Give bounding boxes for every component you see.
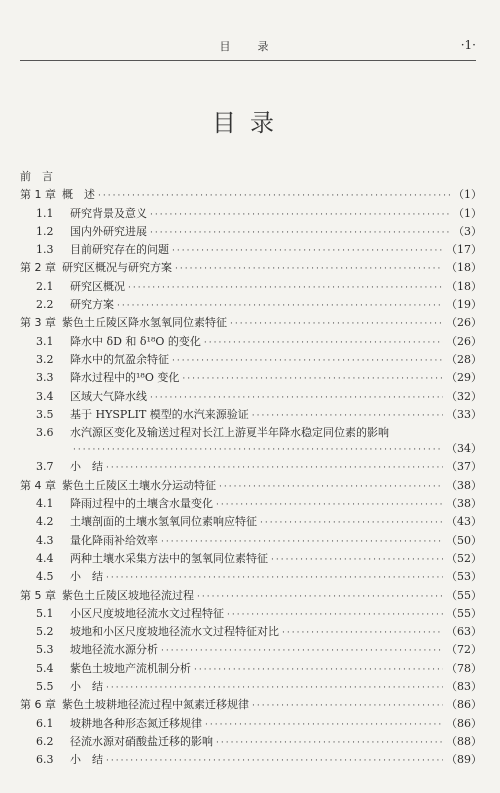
toc-entry-number: 4.3	[36, 533, 54, 547]
toc-section-entry[interactable]	[20, 278, 482, 296]
toc-entry-number: 4.2	[36, 515, 54, 529]
toc-entry-title: 降水中 δD 和 δ¹⁸O 的变化	[70, 334, 201, 348]
header-rule	[20, 60, 476, 61]
toc-section-entry[interactable]	[20, 333, 482, 351]
toc-leader-dots	[98, 187, 450, 205]
toc-entry-number: 5.5	[36, 680, 54, 694]
toc-entry-number: 1.1	[36, 206, 54, 220]
toc-entry-title: 紫色土坡地产流机制分析	[70, 661, 191, 675]
toc-leader-dots	[106, 752, 443, 770]
toc-leader-dots	[260, 514, 443, 532]
toc-entry-title: 坡耕地各种形态氮迁移规律	[70, 716, 202, 730]
toc-entry-number: 6.1	[36, 716, 54, 730]
toc-entry-number: 5.4	[36, 661, 54, 675]
toc-section-entry[interactable]	[20, 605, 482, 623]
toc-leader-dots	[194, 661, 443, 679]
toc-entry-title: 研究区概况	[70, 279, 125, 293]
toc-entry-number: 5.1	[36, 606, 54, 620]
toc-leader-dots	[216, 496, 443, 514]
toc-entry-page: （52）	[446, 551, 482, 565]
toc-entry-number: 3.6	[36, 426, 54, 440]
toc-entry-title: 小 结	[70, 570, 103, 584]
toc-section-entry[interactable]	[20, 733, 482, 751]
toc-entry-page: （3）	[453, 224, 482, 238]
toc-entry-number: 3.2	[36, 352, 54, 366]
toc-section-entry[interactable]	[20, 660, 482, 678]
toc-entry-title: 概 述	[62, 188, 95, 202]
toc-entry-page: （29）	[446, 371, 482, 385]
toc-leader-dots	[172, 352, 443, 370]
toc-entry-number: 6.3	[36, 753, 54, 767]
toc-entry-number: 3.3	[36, 371, 54, 385]
toc-chapter-entry[interactable]	[20, 587, 482, 605]
toc-leader-dots	[150, 224, 450, 242]
toc-entry-title: 紫色土丘陵区降水氢氧同位素特征	[62, 316, 227, 330]
toc-entry-page: （83）	[446, 680, 482, 694]
toc-entry-number: 第 3 章	[20, 316, 56, 330]
toc-entry-title: 小 结	[70, 753, 103, 767]
toc-section-entry[interactable]	[20, 296, 482, 314]
toc-entry-page: （19）	[446, 298, 482, 312]
toc-entry-page: （86）	[446, 698, 482, 712]
toc-entry-number: 4.5	[36, 570, 54, 584]
toc-entry-number: 3.1	[36, 334, 54, 348]
toc-entry-title: 紫色土丘陵区土壤水分运动特征	[62, 478, 216, 492]
toc-entry-page: （78）	[446, 661, 482, 675]
toc-section-entry[interactable]	[20, 678, 482, 696]
toc-entry-number: 3.4	[36, 389, 54, 403]
toc-entry-title: 研究背景及意义	[70, 206, 147, 220]
toc-leader-dots	[172, 242, 443, 260]
toc-entry-title: 量化降雨补给效率	[70, 533, 158, 547]
toc-entry-title: 径流水源对硝酸盐迁移的影响	[70, 734, 213, 748]
toc-entry-page: （37）	[446, 460, 482, 474]
toc-leader-dots	[252, 407, 443, 425]
toc-entry-page: （86）	[446, 716, 482, 730]
toc-entry-page: （28）	[446, 352, 482, 366]
toc-leader-dots	[117, 297, 443, 315]
toc-entry-number: 4.4	[36, 551, 54, 565]
toc-entry-page: （53）	[446, 570, 482, 584]
toc-entry-page: （50）	[446, 533, 482, 547]
toc-entry-number: 3.7	[36, 460, 54, 474]
toc-chapter-entry[interactable]	[20, 314, 482, 332]
toc-leader-dots	[182, 370, 443, 388]
toc-entry-title: 坡地和小区尺度坡地径流水文过程特征对比	[70, 625, 279, 639]
toc-entry-title: 紫色土坡耕地径流过程中氮素迁移规律	[62, 698, 249, 712]
toc-leader-dots	[106, 459, 443, 477]
toc-entry-page: （18）	[446, 279, 482, 293]
toc-section-entry-continued[interactable]	[20, 440, 482, 458]
toc-leader-dots	[219, 478, 443, 496]
toc-leader-dots	[161, 642, 443, 660]
toc-section-entry[interactable]	[20, 406, 482, 424]
toc-entry-page: （38）	[446, 497, 482, 511]
toc-leader-dots	[73, 441, 443, 459]
toc-section-entry[interactable]	[20, 205, 482, 223]
toc-section-entry[interactable]	[20, 223, 482, 241]
toc-leader-dots	[197, 588, 443, 606]
toc-entry-title: 研究区概况与研究方案	[62, 261, 172, 275]
table-of-contents	[20, 168, 482, 770]
toc-entry-title: 降水中的氘盈余特征	[70, 352, 169, 366]
toc-entry-page: （38）	[446, 478, 482, 492]
toc-entry-title: 降水过程中的¹⁸O 变化	[70, 371, 180, 385]
toc-section-entry[interactable]	[20, 241, 482, 259]
toc-section-entry[interactable]	[20, 568, 482, 586]
toc-section-entry[interactable]	[20, 623, 482, 641]
toc-entry-number: 第 5 章	[20, 588, 56, 602]
toc-entry-number: 1.2	[36, 224, 54, 238]
toc-entry-page: （32）	[446, 389, 482, 403]
toc-entry-title: 国内外研究进展	[70, 224, 147, 238]
toc-section-entry[interactable]	[20, 388, 482, 406]
toc-section-entry[interactable]	[20, 495, 482, 513]
toc-entry-title: 降雨过程中的土壤含水量变化	[70, 497, 213, 511]
running-header	[20, 38, 476, 58]
toc-entry-title: 小 结	[70, 460, 103, 474]
toc-leader-dots	[161, 533, 443, 551]
toc-entry-number: 第 4 章	[20, 478, 56, 492]
toc-entry-number: 5.3	[36, 643, 54, 657]
toc-leader-dots	[128, 279, 443, 297]
toc-entry-number: 前 言	[20, 170, 53, 183]
toc-entry-page: （72）	[446, 643, 482, 657]
toc-section-entry[interactable]	[20, 715, 482, 733]
toc-leader-dots	[205, 716, 443, 734]
toc-section-entry[interactable]	[20, 458, 482, 476]
toc-entry-title: 紫色土丘陵区坡地径流过程	[62, 588, 194, 602]
toc-section-entry[interactable]	[20, 641, 482, 659]
running-header-title: 目 录	[219, 40, 277, 53]
toc-leader-dots	[230, 315, 443, 333]
toc-entry-number: 1.3	[36, 243, 54, 257]
toc-section-entry[interactable]	[20, 751, 482, 769]
page-number: ·1·	[460, 38, 476, 52]
toc-leader-dots	[216, 734, 443, 752]
toc-entry-page: （1）	[453, 188, 482, 202]
toc-entry-page: （17）	[446, 243, 482, 257]
toc-entry-number: 第 6 章	[20, 698, 56, 712]
toc-leader-dots	[282, 624, 443, 642]
toc-entry-number: 3.5	[36, 407, 54, 421]
toc-entry-title: 目前研究存在的问题	[70, 243, 169, 257]
toc-chapter-entry[interactable]	[20, 477, 482, 495]
toc-entry-page: （1）	[453, 206, 482, 220]
toc-entry-title: 土壤剖面的土壤水氢氧同位素响应特征	[70, 515, 257, 529]
toc-entry-title: 小区尺度坡地径流水文过程特征	[70, 606, 224, 620]
toc-chapter-entry[interactable]	[20, 186, 482, 204]
toc-entry-title: 基于 HYSPLIT 模型的水汽来源验证	[70, 407, 249, 421]
toc-entry-title: 研究方案	[70, 298, 114, 312]
toc-entry-title: 区域大气降水线	[70, 389, 147, 403]
toc-entry-page: （33）	[446, 407, 482, 421]
toc-leader-dots	[106, 679, 443, 697]
toc-entry-page: （88）	[446, 734, 482, 748]
page-title: 目录	[212, 109, 288, 137]
toc-entry-page: （55）	[446, 588, 482, 602]
toc-chapter-entry[interactable]	[20, 696, 482, 714]
toc-entry-page: （55）	[446, 606, 482, 620]
toc-leader-dots	[175, 260, 443, 278]
toc-entry-page: （89）	[446, 753, 482, 767]
toc-section-entry[interactable]	[20, 369, 482, 387]
toc-entry-number: 第 2 章	[20, 261, 56, 275]
toc-entry-title: 坡地径流水源分析	[70, 643, 158, 657]
toc-entry-number: 第 1 章	[20, 188, 56, 202]
toc-section-entry[interactable]	[20, 513, 482, 531]
toc-entry-number: 2.1	[36, 279, 54, 293]
toc-leader-dots	[150, 206, 450, 224]
toc-entry-page: （26）	[446, 316, 482, 330]
toc-leader-dots	[227, 606, 443, 624]
toc-leader-dots	[252, 697, 443, 715]
toc-entry-page: （63）	[446, 625, 482, 639]
toc-chapter-entry[interactable]	[20, 168, 482, 186]
toc-entry-title: 小 结	[70, 680, 103, 694]
toc-leader-dots	[150, 389, 443, 407]
toc-section-entry[interactable]	[20, 550, 482, 568]
toc-leader-dots	[106, 569, 443, 587]
toc-chapter-entry[interactable]	[20, 259, 482, 277]
toc-leader-dots	[204, 334, 443, 352]
toc-section-entry[interactable]	[20, 351, 482, 369]
toc-entry-number: 4.1	[36, 497, 54, 511]
toc-entry-page: （34）	[446, 442, 482, 456]
toc-section-entry[interactable]	[20, 532, 482, 550]
toc-entry-page: （26）	[446, 334, 482, 348]
toc-entry-number: 6.2	[36, 734, 54, 748]
toc-leader-dots	[271, 551, 443, 569]
toc-entry-title: 两种土壤水采集方法中的氢氧同位素特征	[70, 551, 268, 565]
toc-entry-number: 5.2	[36, 625, 54, 639]
toc-entry-page: （43）	[446, 515, 482, 529]
toc-entry-title: 水汽源区变化及输送过程对长江上游夏半年降水稳定同位素的影响	[70, 426, 389, 440]
toc-section-entry[interactable]	[20, 424, 482, 440]
toc-entry-number: 2.2	[36, 298, 54, 312]
toc-entry-page: （18）	[446, 261, 482, 275]
